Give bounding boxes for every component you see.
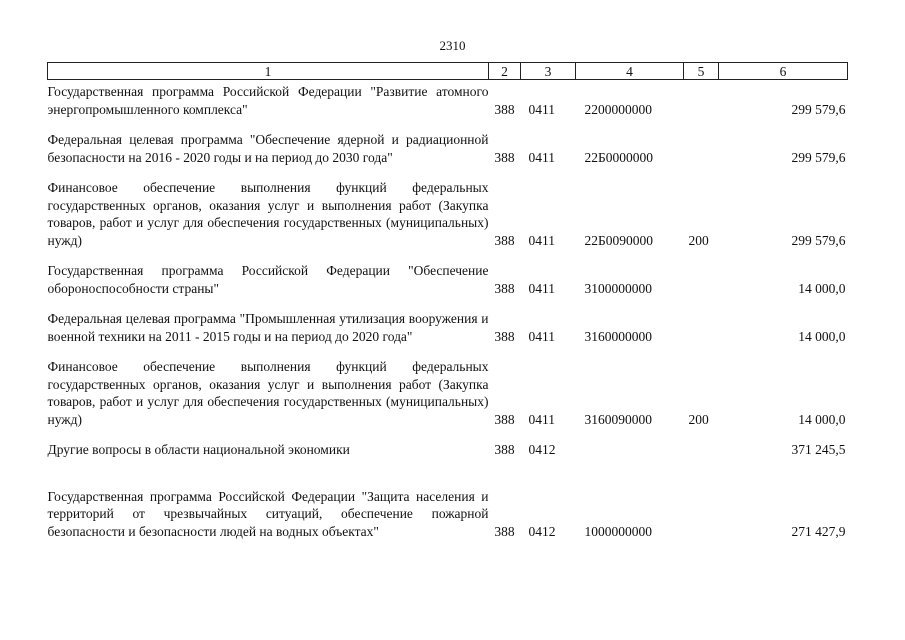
row-rz: 0412	[528, 442, 556, 457]
row-name: Государственная программа Российской Федерации "Защита населения и территорий от чрезвычайных ситуаций, обеспечение пожарной безопасности и безопасности людей на водных объектах"	[47, 488, 489, 539]
table-row	[48, 438, 848, 459]
row-sum: 14 000,0	[798, 280, 846, 296]
row-sum: 271 427,9	[791, 523, 846, 539]
row-csr: 2200000000	[584, 101, 652, 117]
column-header-1: 1	[48, 63, 489, 80]
row-vr	[684, 438, 719, 459]
row-sum: 299 579,6	[791, 232, 846, 248]
row-gr: 388	[494, 280, 515, 296]
row-rz: 0411	[528, 232, 555, 248]
table-row	[48, 307, 848, 345]
row-rz: 0411	[528, 149, 555, 165]
row-csr: 22Б0000000	[584, 149, 654, 165]
row-gr: 388	[494, 149, 515, 165]
row-vr	[684, 80, 719, 119]
row-gr: 388	[494, 328, 515, 344]
row-rz: 0411	[528, 101, 555, 117]
table-row	[48, 485, 848, 541]
row-gr: 388	[494, 411, 515, 427]
row-csr: 3100000000	[584, 280, 652, 296]
table-row	[48, 355, 848, 428]
page-number: 2310	[439, 38, 466, 53]
row-sum: 299 579,6	[791, 101, 846, 117]
row-csr: 3160090000	[584, 411, 652, 427]
row-sum: 299 579,6	[791, 149, 846, 165]
row-vr	[684, 307, 719, 345]
column-header-4: 4	[576, 63, 684, 80]
row-gr: 388	[494, 232, 515, 248]
column-header-5: 5	[684, 63, 719, 80]
row-name: Другие вопросы в области национальной экономики	[47, 442, 350, 457]
column-header-6: 6	[719, 63, 848, 80]
table-row	[48, 259, 848, 297]
row-rz: 0411	[528, 411, 555, 427]
row-sum: 14 000,0	[798, 411, 846, 427]
row-rz: 0412	[528, 523, 556, 539]
row-vr	[684, 259, 719, 297]
row-name: Государственная программа Российской Федерации "Обеспечение обороноспособности страны"	[47, 263, 489, 296]
row-vr: 200	[688, 232, 709, 248]
row-vr	[684, 128, 719, 166]
row-name: Финансовое обеспечение выполнения функций федеральных государственных органов, оказания услуг и выполнения работ (Закупка товаров, работ и услуг для обеспечения государственных (муниципальных) нужд)	[47, 180, 489, 248]
row-csr	[576, 438, 684, 459]
row-sum: 14 000,0	[798, 328, 846, 344]
row-gr: 388	[494, 101, 515, 117]
table-row	[48, 128, 848, 166]
row-name: Федеральная целевая программа "Промышленная утилизация вооружения и военной техники на 2011 - 2015 годы и на период до 2020 года"	[47, 311, 489, 344]
row-name: Финансовое обеспечение выполнения функций федеральных государственных органов, оказания услуг и выполнения работ (Закупка товаров, работ и услуг для обеспечения государственных (муниципальных) нужд)	[47, 359, 489, 427]
row-csr: 1000000000	[584, 523, 652, 539]
row-rz: 0411	[528, 280, 555, 296]
row-name: Федеральная целевая программа "Обеспечение ядерной и радиационной безопасности на 2016 - 2020 годы и на период до 2030 года"	[47, 132, 489, 165]
budget-table	[47, 62, 848, 540]
row-rz: 0411	[528, 328, 555, 344]
row-vr: 200	[688, 411, 709, 427]
row-name: Государственная программа Российской Федерации "Развитие атомного энергопромышленного комплекса"	[47, 84, 489, 117]
row-vr	[684, 485, 719, 541]
header-row	[48, 63, 848, 80]
table-row	[48, 80, 848, 119]
row-csr: 3160000000	[584, 328, 652, 344]
row-gr: 388	[494, 442, 515, 457]
row-csr: 22Б0090000	[584, 232, 654, 248]
column-header-3: 3	[521, 63, 576, 80]
row-gr: 388	[494, 523, 515, 539]
row-sum: 371 245,5	[791, 442, 846, 457]
table-row	[48, 176, 848, 249]
column-header-2: 2	[489, 63, 521, 80]
